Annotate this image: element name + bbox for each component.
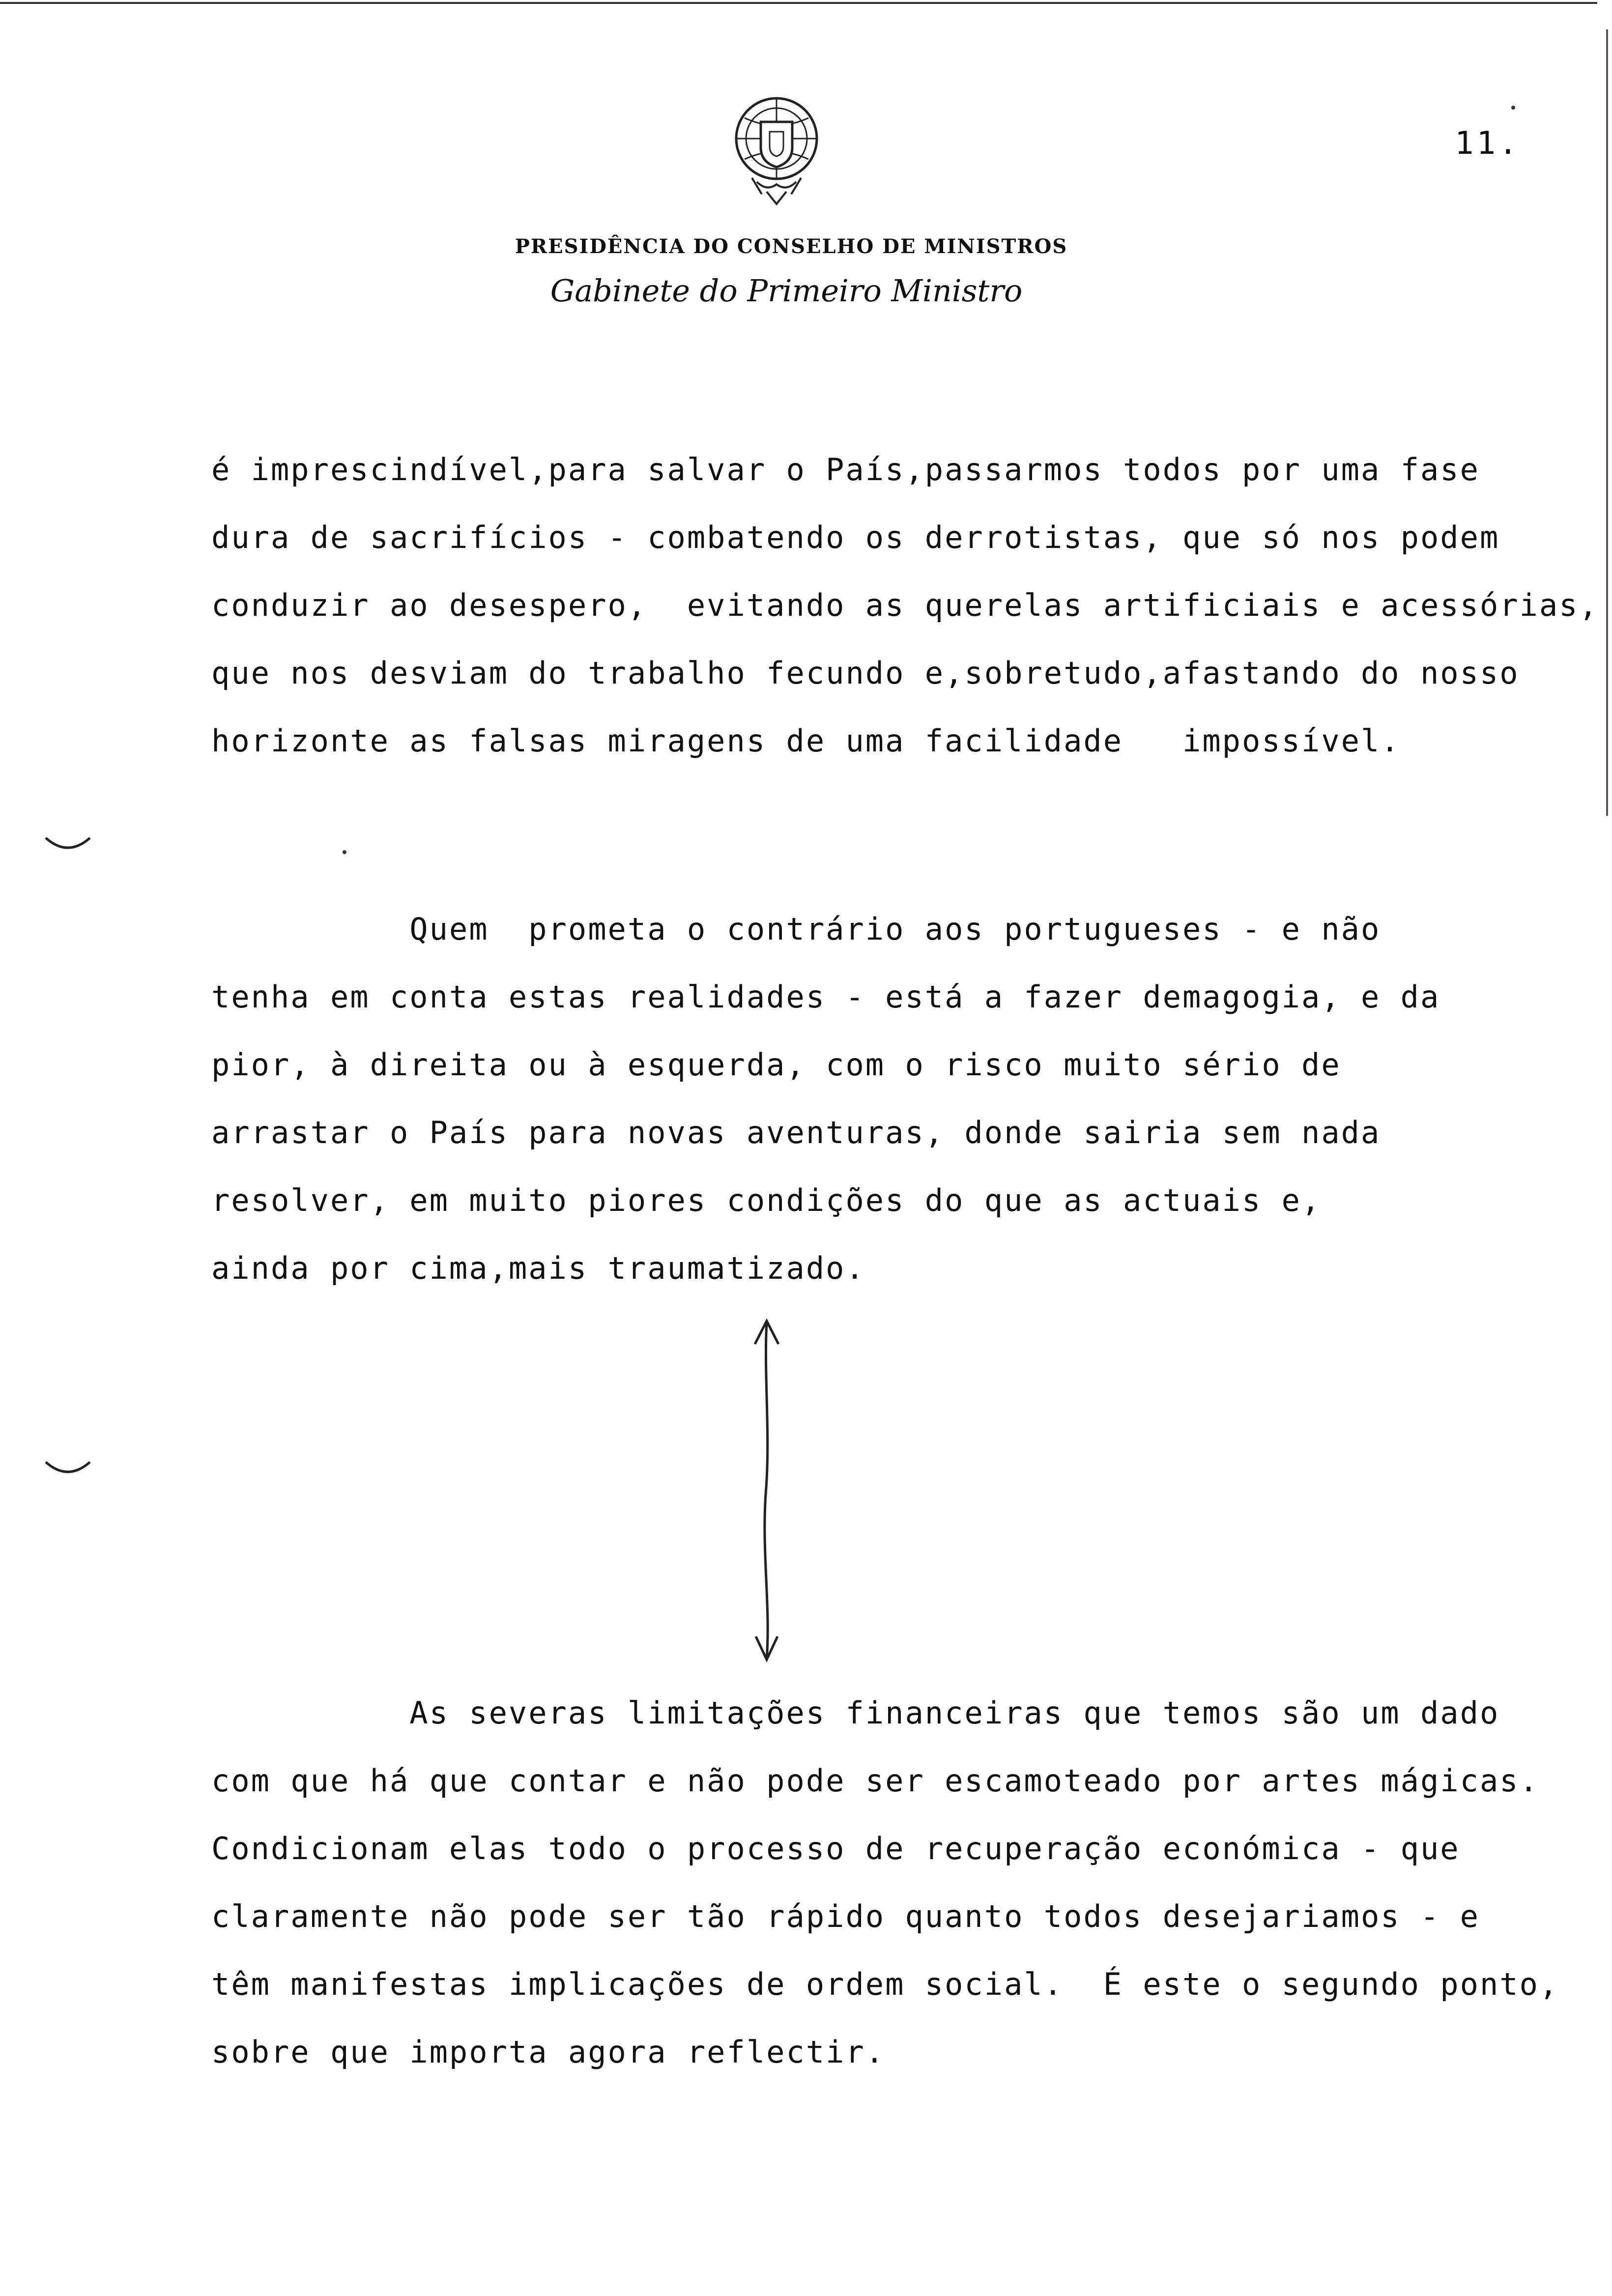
text-line: As severas limitações financeiras que temos são um dado [211, 1695, 1500, 1731]
text-line: arrastar o País para novas aventuras, donde sairia sem nada [211, 1115, 1381, 1150]
letterhead-office: Gabinete do Primeiro Ministro [550, 273, 1023, 309]
scan-top-edge [0, 2, 1597, 4]
text-line: Quem prometa o contrário aos portugueses - e não [211, 911, 1381, 947]
text-line: sobre que importa agora reflectir. [211, 2034, 886, 2070]
scan-right-edge [1606, 29, 1608, 816]
text-line: Condicionam elas todo o processo de recuperação económica - que [211, 1831, 1460, 1866]
binding-hole-mark [43, 1457, 92, 1482]
text-line: claramente não pode ser tão rápido quanto todos desejariamos - e [211, 1898, 1480, 1934]
text-line: conduzir ao desespero, evitando as querelas artificiais e acessórias, [211, 587, 1599, 623]
text-line: com que há que contar e não pode ser escamoteado por artes mágicas. [211, 1763, 1539, 1799]
text-line: têm manifestas implicações de ordem social. É este o segundo ponto, [211, 1966, 1559, 2002]
text-line: horizonte as falsas miragens de uma facilidade impossível. [211, 723, 1401, 759]
text-line: pior, à direita ou à esquerda, com o risco muito sério de [211, 1047, 1341, 1083]
text-line: é imprescindível,para salvar o País,passarmos todos por uma fase [211, 452, 1480, 488]
text-line: dura de sacrifícios - combatendo os derrotistas, que só nos podem [211, 519, 1500, 555]
letterhead-organization: PRESIDÊNCIA DO CONSELHO DE MINISTROS [515, 235, 1068, 258]
text-line: tenha em conta estas realidades - está a fazer demagogia, e da [211, 979, 1440, 1015]
text-line: que nos desviam do trabalho fecundo e,sobretudo,afastando do nosso [211, 655, 1520, 691]
scan-speck [343, 850, 346, 854]
paragraph-2 [211, 895, 1587, 1302]
coat-of-arms-emblem-icon [727, 93, 826, 211]
paragraph-3 [211, 1679, 1587, 2086]
paragraph-1 [211, 436, 1599, 775]
text-line: resolver, em muito piores condições do que as actuais e, [211, 1182, 1322, 1218]
scan-speck [1511, 106, 1515, 110]
double-headed-vertical-arrow-icon [742, 1317, 791, 1666]
text-line: ainda por cima,mais traumatizado. [211, 1250, 865, 1286]
page-number: 11. [1455, 125, 1521, 162]
binding-hole-mark [43, 833, 92, 858]
